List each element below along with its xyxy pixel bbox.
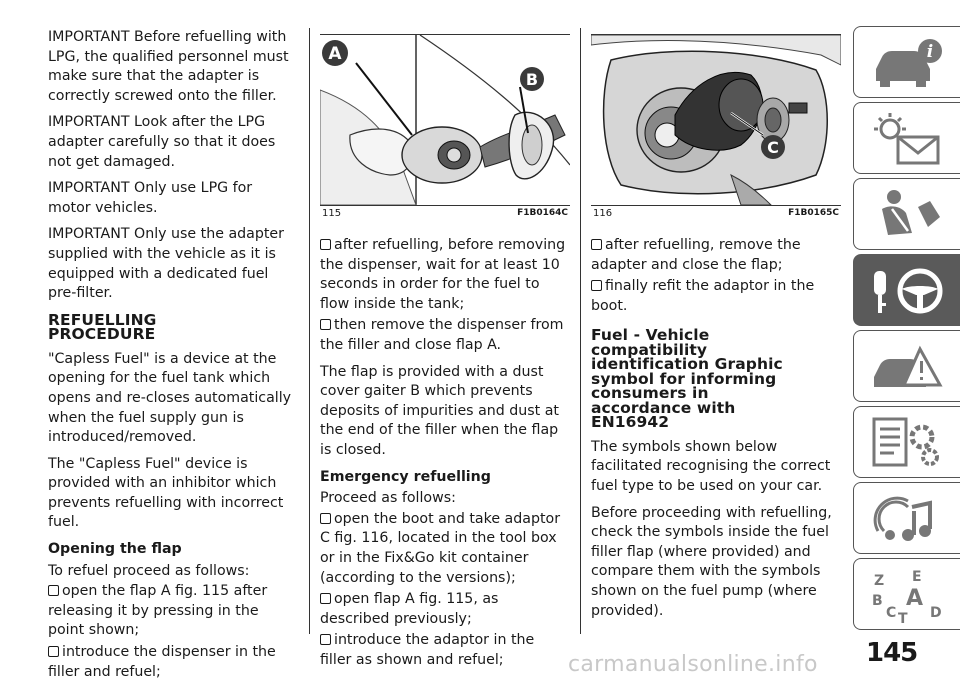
- tab-steering-key[interactable]: [853, 254, 960, 326]
- checkbox-bullet-icon: [320, 513, 331, 524]
- label-a: A: [328, 44, 342, 64]
- tab-maintenance[interactable]: [853, 406, 960, 478]
- subheading: Emergency refuelling: [320, 468, 491, 485]
- figure-number: 116: [593, 208, 613, 219]
- figure-116-image: [591, 34, 841, 206]
- figure-115-image: [320, 34, 570, 206]
- maintenance-icon: [868, 415, 948, 471]
- index-letter: Z: [874, 573, 885, 589]
- list-item: after refuelling, before removing the dispenser, wait for at least 10 seconds in order for the fuel to flow inside the tank;: [320, 237, 566, 312]
- important-note: IMPORTANT Before refuelling with LPG, the qualified personnel must make sure that the adapter is correctly screwed onto the filler.: [48, 29, 289, 104]
- list-item: finally refit the adaptor in the boot.: [591, 278, 815, 314]
- steering-key-icon: [868, 263, 948, 319]
- tab-multimedia[interactable]: [853, 482, 960, 554]
- index-letter: A: [906, 586, 924, 611]
- important-note: IMPORTANT Look after the LPG adapter carefully so that it does not get damaged.: [48, 114, 276, 170]
- checkbox-bullet-icon: [320, 319, 331, 330]
- paragraph: The flap is provided with a dust cover gaiter B which prevents deposits of impurities and dust at the end of the filler when the flap is closed.: [320, 363, 559, 458]
- page-number: 145: [866, 638, 918, 668]
- index-letter: C: [886, 605, 897, 621]
- label-b: B: [525, 70, 539, 89]
- svg-text:i: i: [926, 42, 934, 62]
- figure-code: F1B0165C: [788, 208, 839, 218]
- fuel-flap-illustration: [320, 35, 570, 205]
- figure-code: F1B0164C: [517, 208, 568, 218]
- text-column-1: [48, 28, 298, 684]
- list-item: open the flap A fig. 115 after releasing it by pressing in the point shown;: [48, 583, 268, 639]
- checkbox-bullet-icon: [320, 593, 331, 604]
- checkbox-bullet-icon: [48, 585, 59, 596]
- paragraph: "Capless Fuel" is a device at the opening for the fuel tank which opens and re-closes automatically when the fuel supply gun is introduced/removed.: [48, 350, 292, 446]
- section-heading: Fuel - Vehicle compatibility identification Graphic symbol for informing consumers in accordance with EN16942: [591, 326, 783, 432]
- paragraph: To refuel proceed as follows:: [48, 562, 250, 579]
- figure-number: 115: [322, 208, 342, 219]
- chapter-tabs: [853, 26, 960, 646]
- checkbox-bullet-icon: [320, 634, 331, 645]
- emergency-icon: [868, 339, 948, 395]
- list-item: then remove the dispenser from the filler and close flap A.: [320, 317, 564, 353]
- tab-emergency[interactable]: [853, 330, 960, 402]
- index-letter: D: [930, 605, 942, 621]
- paragraph: Before proceeding with refuelling, check the symbols inside the fuel filler flap (where provided) and compare them with the symbols shown on the fuel pump (where provided).: [591, 504, 832, 619]
- checkbox-bullet-icon: [591, 280, 602, 291]
- list-item: introduce the adaptor in the filler as shown and refuel;: [320, 632, 535, 668]
- list-item: after refuelling, remove the adapter and close the flap;: [591, 237, 801, 273]
- tab-index[interactable]: [853, 558, 960, 630]
- text-column-2: [320, 236, 570, 672]
- index-letter: B: [872, 593, 883, 609]
- important-note: IMPORTANT Only use the adapter supplied with the vehicle as it is equipped with a dedicated fuel pre-filter.: [48, 226, 284, 302]
- tab-seat-safety[interactable]: [853, 178, 960, 250]
- label-c: C: [767, 138, 779, 157]
- text-column-3: [591, 236, 843, 628]
- car-info-icon: [868, 35, 948, 91]
- paragraph: Proceed as follows:: [320, 490, 456, 507]
- tab-warning-lights[interactable]: [853, 102, 960, 174]
- checkbox-bullet-icon: [591, 239, 602, 250]
- important-note: IMPORTANT Only use LPG for motor vehicles.: [48, 180, 253, 216]
- column-divider: [580, 28, 581, 634]
- column-divider: [309, 28, 310, 634]
- paragraph: The symbols shown below facilitated recognising the correct fuel type to be used on your car.: [591, 438, 831, 495]
- index-letter: T: [898, 611, 908, 623]
- seat-safety-icon: [868, 187, 948, 243]
- multimedia-icon: [868, 491, 948, 547]
- list-item: introduce the dispenser in the filler and refuel;: [48, 644, 276, 680]
- lpg-adaptor-illustration: [591, 35, 841, 205]
- checkbox-bullet-icon: [320, 239, 331, 250]
- warning-lights-icon: [868, 111, 948, 167]
- checkbox-bullet-icon: [48, 646, 59, 657]
- paragraph: The "Capless Fuel" device is provided with an inhibitor which prevents refuelling with incorrect fuel.: [48, 455, 284, 531]
- index-letter: E: [912, 569, 922, 585]
- tab-car-info[interactable]: [853, 26, 960, 98]
- subheading: Opening the flap: [48, 541, 182, 558]
- index-icon: [868, 567, 948, 623]
- list-item: open the boot and take adaptor C fig. 116, located in the tool box or in the Fix&Go kit container (according to the versions);: [320, 510, 561, 586]
- section-heading: REFUELLING PROCEDURE: [48, 310, 157, 344]
- watermark: carmanualsonline.info: [568, 652, 818, 677]
- list-item: open flap A fig. 115, as described previously;: [320, 591, 499, 627]
